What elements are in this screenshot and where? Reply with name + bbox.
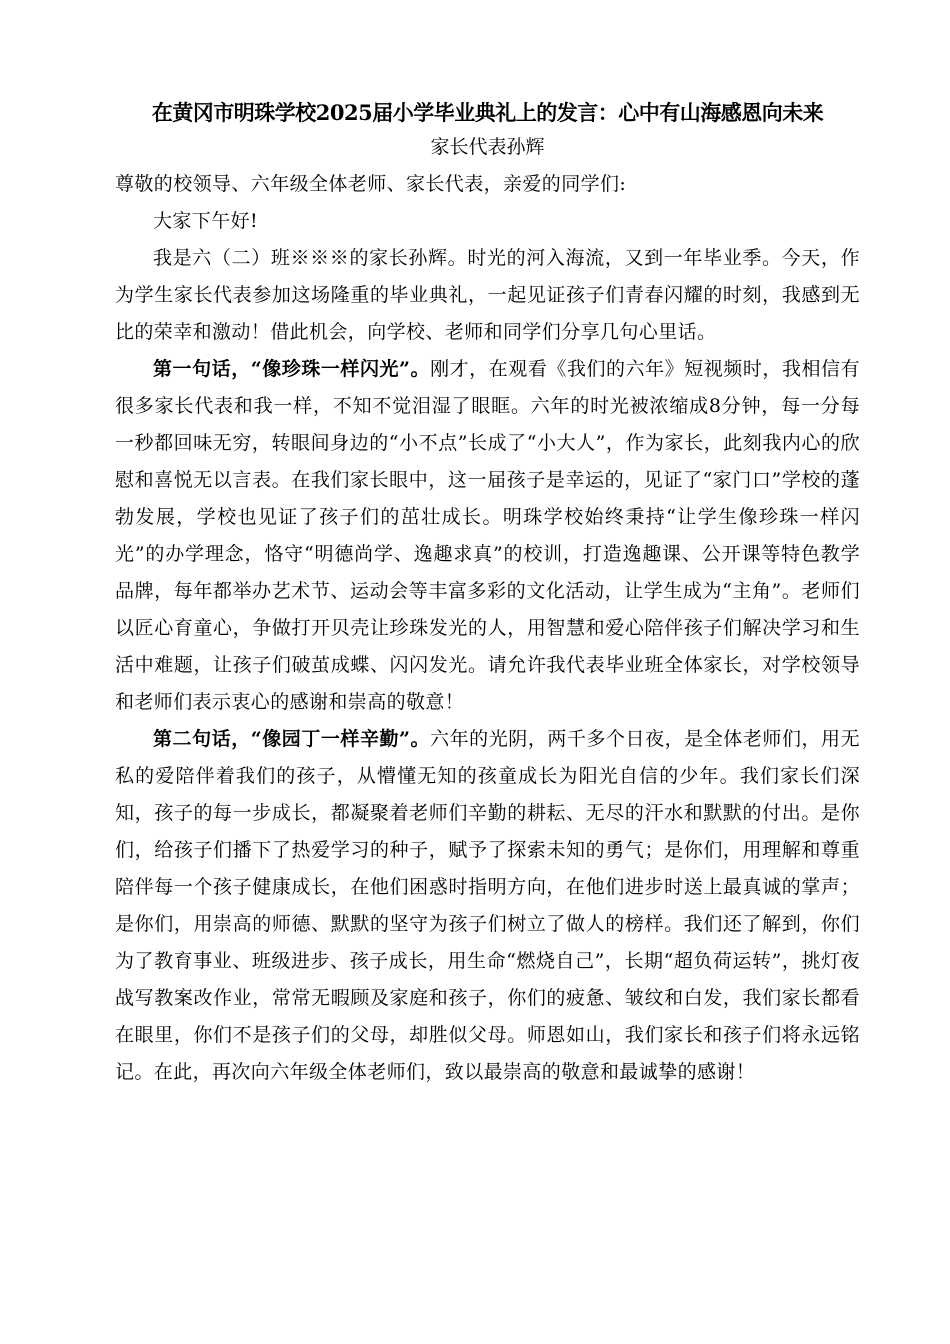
section-2-body: 六年的光阴，两千多个日夜，是全体老师们，用无私的爱陪伴着我们的孩子，从懵懂无知的孩童成长为阳光自信的少年。我们家长们深知，孩子的每一步成长，都凝聚着老师们辛勤的耕耘、无尽的汗水和默默的付出。是你们，给孩子们播下了热爱学习的种子，赋予了探索未知的勇气；是你们，用理解和尊重陪伴每一个孩子健康成长，在他们困惑时指明方向，在他们进步时送上最真诚的掌声；是你们，用崇高的师德、默默的坚守为孩子们树立了做人的榜样。我们还了解到，你们为了教育事业、班级进步、孩子成长，用生命“燃烧自己”，长期“超负荷运转”，挑灯夜战写教案改作业，常常无暇顾及家庭和孩子，你们的疲惫、皱纹和白发，我们家长都看在眼里，你们不是孩子们的父母，却胜似父母。师恩如山，我们家长和孩子们将永远铭记。在此，再次向六年级全体老师们，致以最崇高的敬意和最诚挚的感谢！ (115, 728, 860, 1083)
document-page (115, 96, 860, 1091)
intro-paragraph: 我是六（二）班※※※的家长孙辉。时光的河入海流，又到一年毕业季。今天，作为学生家长代表参加这场隆重的毕业典礼，一起见证孩子们青春闪耀的时刻，我感到无比的荣幸和激动！借此机会，向学校、老师和同学们分享几句心里话。 (115, 247, 860, 343)
section-1-heading: 第一句话，“像珍珠一样闪光”。 (153, 358, 431, 380)
section-1-body: 刚才，在观看《我们的六年》短视频时，我相信有很多家长代表和我一样，不知不觉泪湿了眼眶。六年的时光被浓缩成8分钟，每一分每一秒都回味无穷，转眼间身边的“小不点”长成了“小大人”，作为家长，此刻我内心的欣慰和喜悦无以言表。在我们家长眼中，这一届孩子是幸运的，见证了“家门口”学校的蓬勃发展，学校也见证了孩子们的茁壮成长。明珠学校始终秉持“让学生像珍珠一样闪光”的办学理念，恪守“明德尚学、逸趣求真”的校训，打造逸趣课、公开课等特色教学品牌，每年都举办艺术节、运动会等丰富多彩的文化活动，让学生成为“主角”。老师们以匠心育童心，争做打开贝壳让珍珠发光的人，用智慧和爱心陪伴孩子们解决学习和生活中难题，让孩子们破茧成蝶、闪闪发光。请允许我代表毕业班全体家长，对学校领导和老师们表示衷心的感谢和崇高的敬意！ (115, 358, 860, 713)
section-2-paragraph (115, 721, 860, 1091)
section-1-paragraph (115, 351, 860, 721)
author-line: 家长代表孙辉 (430, 136, 545, 158)
salutation: 尊敬的校领导、六年级全体老师、家长代表，亲爱的同学们: (115, 173, 627, 195)
section-2-heading: 第二句话，“像园丁一样辛勤”。 (153, 728, 431, 750)
document-title: 在黄冈市明珠学校2025届小学毕业典礼上的发言：心中有山海感恩向未来 (151, 100, 824, 125)
greeting: 大家下午好! (153, 210, 259, 232)
